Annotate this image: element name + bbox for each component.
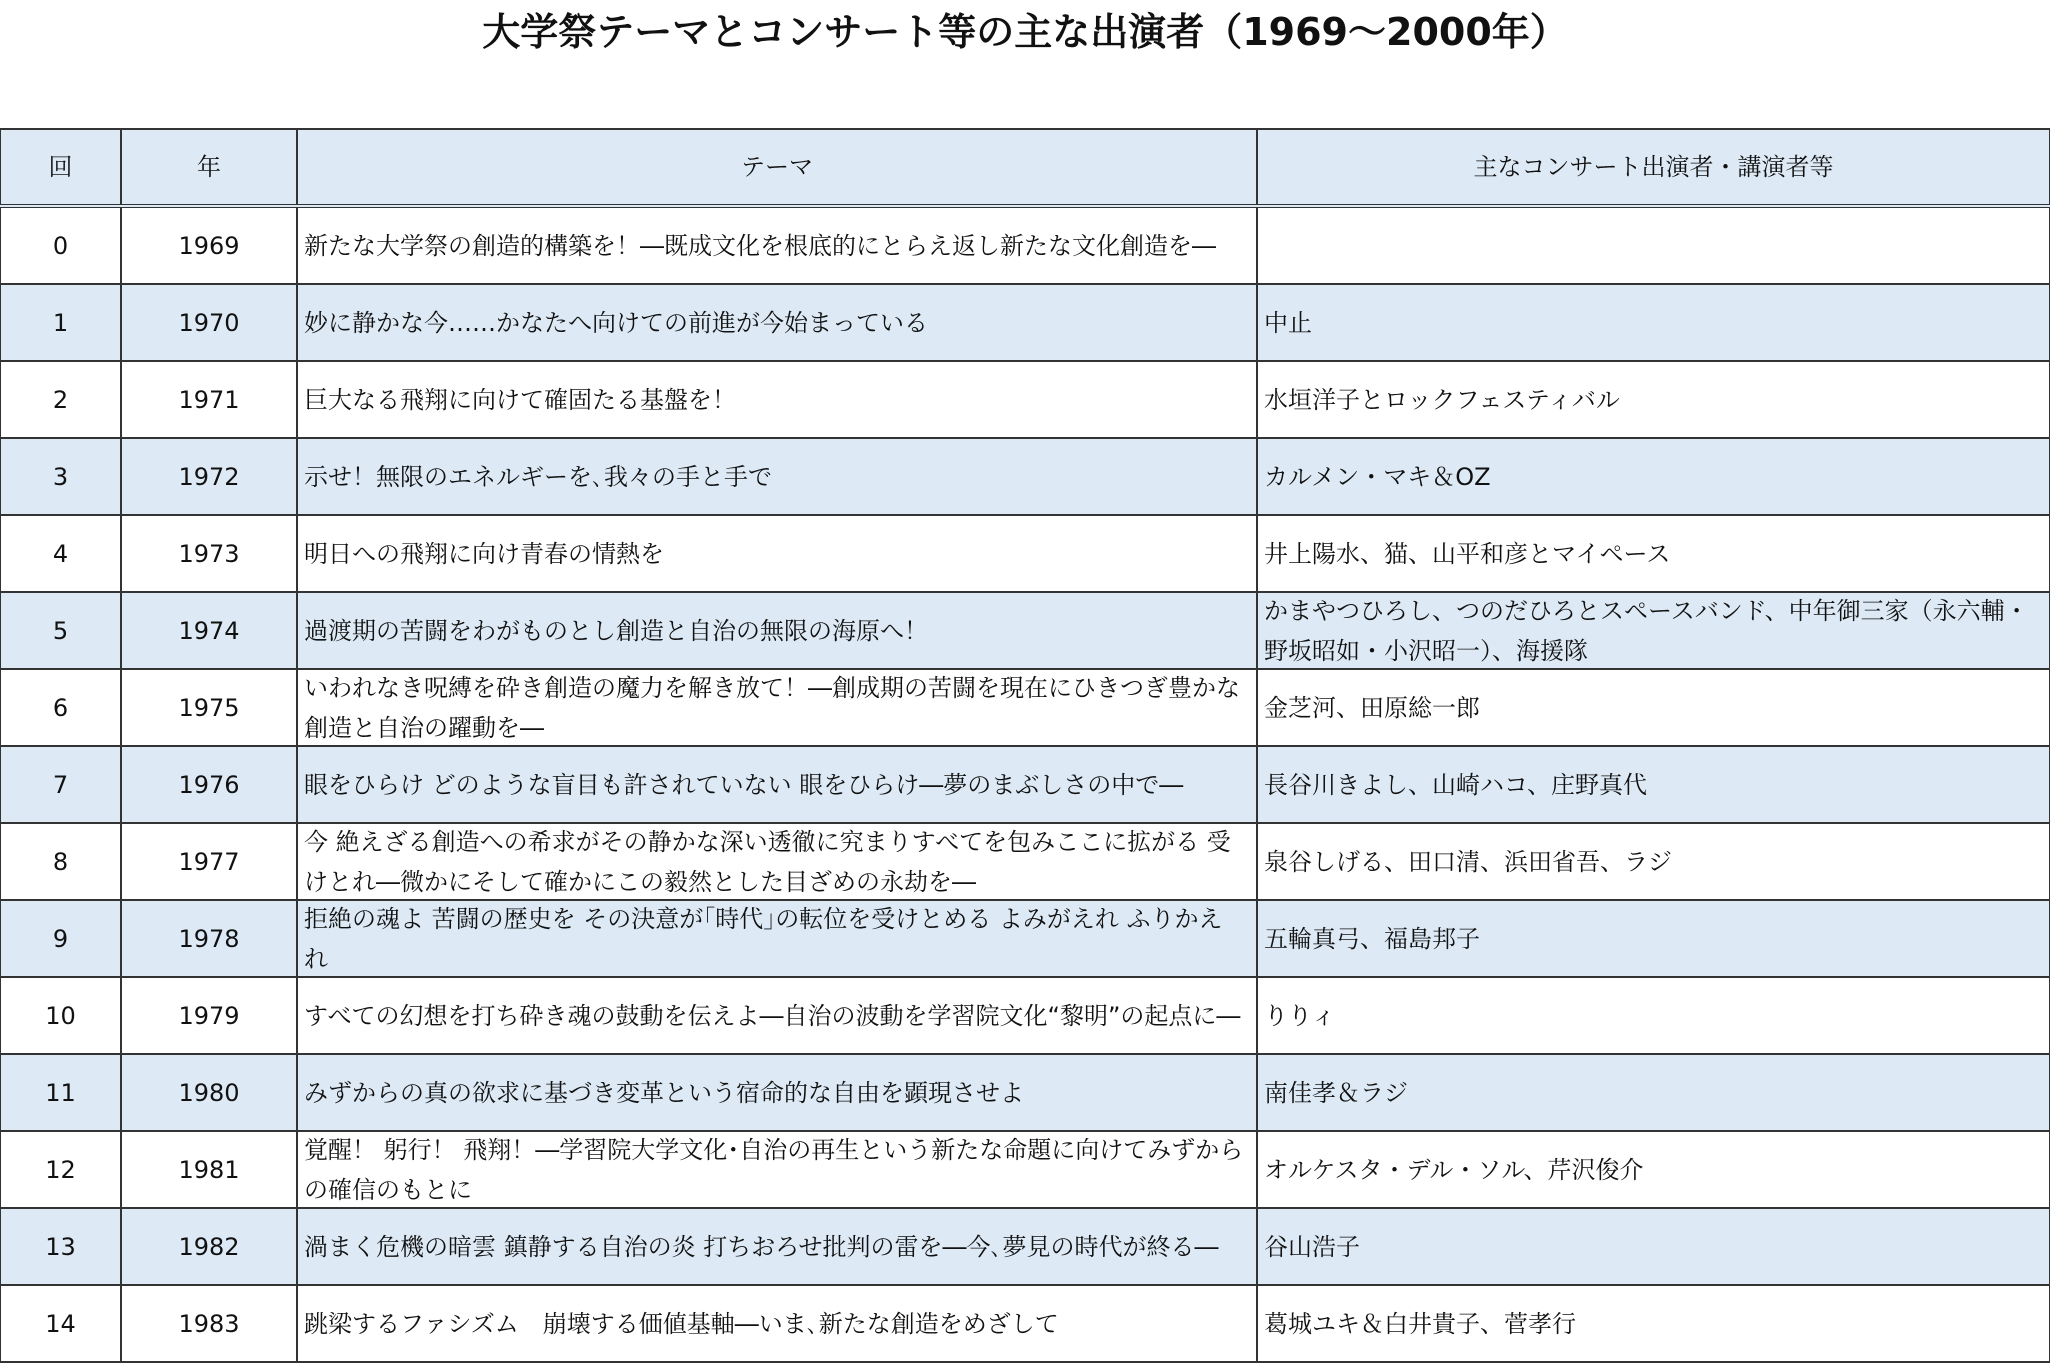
cell-year-text: 1977 (178, 847, 240, 876)
cell-year-text: 1978 (178, 924, 240, 953)
cell-theme-text: 渦まく危機の暗雲 鎮静する自治の炎 打ちおろせ批判の雷を―今､夢見の時代が終る― (304, 1232, 1219, 1261)
header-no: 回 (0, 130, 120, 204)
cell-year-text: 1969 (178, 231, 240, 260)
cell-theme-text: 巨大なる飛翔に向けて確固たる基盤を！ (304, 385, 736, 414)
cell-year (120, 208, 296, 283)
cell-performers (1256, 1132, 2050, 1207)
cell-performers (1256, 208, 2050, 283)
cell-performers (1256, 670, 2050, 745)
cell-performers-text: 泉谷しげる、田口清、浜田省吾、ラジ (1264, 847, 1672, 876)
cell-no-text: 0 (52, 231, 69, 260)
cell-theme (296, 901, 1256, 976)
cell-performers (1256, 901, 2050, 976)
cell-theme (296, 1286, 1256, 1361)
cell-year (120, 1286, 296, 1361)
table-row (0, 516, 2050, 593)
cell-year-text: 1974 (178, 616, 240, 645)
cell-year-text: 1972 (178, 462, 240, 491)
cell-performers (1256, 747, 2050, 822)
cell-theme-text: いわれなき呪縛を砕き創造の魔力を解き放て！―創成期の苦闘を現在にひきつぎ豊かな創造と自治の躍動を― (304, 673, 1240, 742)
table-row (0, 362, 2050, 439)
cell-performers-text: 葛城ユキ＆白井貴子、菅孝行 (1264, 1309, 1576, 1338)
cell-theme-text: 妙に静かな今……かなたへ向けての前進が今始まっている (304, 308, 928, 337)
cell-theme (296, 747, 1256, 822)
cell-no-text: 11 (45, 1078, 76, 1107)
cell-performers (1256, 824, 2050, 899)
header-performers: 主なコンサート出演者・講演者等 (1256, 130, 2050, 204)
cell-year (120, 1055, 296, 1130)
cell-theme-text: 覚醒！ 躬行！ 飛翔！―学習院大学文化･自治の再生という新たな命題に向けてみずからの確信のもとに (304, 1135, 1244, 1204)
table-row (0, 285, 2050, 362)
table-row (0, 208, 2050, 285)
cell-performers-text: 南佳孝＆ラジ (1264, 1078, 1408, 1107)
cell-year-text: 1981 (178, 1155, 240, 1184)
table-row (0, 1286, 2050, 1363)
cell-theme-text: みずからの真の欲求に基づき変革という宿命的な自由を顕現させよ (304, 1078, 1024, 1107)
cell-theme-text: 今 絶えざる創造への希求がその静かな深い透徹に究まりすべてを包みここに拡がる 受けとれ―微かにそして確かにこの毅然とした目ざめの永劫を― (304, 827, 1231, 896)
cell-performers-text: かまやつひろし、つのだひろとスペースバンド、中年御三家（永六輔・野坂昭如・小沢昭一）、海援隊 (1264, 596, 2029, 665)
cell-year (120, 362, 296, 437)
header-year: 年 (120, 130, 296, 204)
cell-no (0, 1286, 120, 1361)
cell-year (120, 1209, 296, 1284)
cell-no-text: 5 (52, 616, 69, 645)
cell-year-text: 1983 (178, 1309, 240, 1338)
cell-theme (296, 1055, 1256, 1130)
cell-no (0, 901, 120, 976)
cell-performers-text: 井上陽水、猫、山平和彦とマイペース (1264, 539, 1671, 568)
cell-no-text: 9 (52, 924, 69, 953)
cell-theme (296, 824, 1256, 899)
cell-performers-text: 水垣洋子とロックフェスティバル (1264, 385, 1620, 414)
cell-year (120, 593, 296, 668)
header-theme: テーマ (296, 130, 1256, 204)
cell-performers-text: 谷山浩子 (1264, 1232, 1360, 1261)
cell-performers (1256, 1209, 2050, 1284)
cell-year-text: 1975 (178, 693, 240, 722)
cell-no (0, 1209, 120, 1284)
cell-no (0, 593, 120, 668)
cell-theme (296, 593, 1256, 668)
cell-theme-text: 拒絶の魂よ 苦闘の歴史を その決意が｢時代｣の転位を受けとめる よみがえれ ふりかえれ (304, 904, 1223, 973)
cell-no-text: 12 (45, 1155, 76, 1184)
cell-theme (296, 978, 1256, 1053)
cell-no (0, 285, 120, 360)
cell-performers-text: 金芝河、田原総一郎 (1264, 693, 1480, 722)
cell-no-text: 4 (52, 539, 69, 568)
cell-year (120, 285, 296, 360)
cell-theme (296, 439, 1256, 514)
cell-theme-text: 跳梁するファシズム 崩壊する価値基軸―いま､新たな創造をめざして (304, 1309, 1059, 1338)
cell-no-text: 13 (45, 1232, 76, 1261)
table-row (0, 593, 2050, 670)
table-row (0, 670, 2050, 747)
cell-year-text: 1976 (178, 770, 240, 799)
cell-theme (296, 516, 1256, 591)
cell-performers-text: カルメン・マキ＆OZ (1264, 462, 1491, 491)
cell-no-text: 2 (52, 385, 69, 414)
cell-no (0, 670, 120, 745)
cell-performers (1256, 362, 2050, 437)
cell-year-text: 1979 (178, 1001, 240, 1030)
cell-year (120, 824, 296, 899)
cell-performers (1256, 1286, 2050, 1361)
cell-no (0, 824, 120, 899)
cell-performers (1256, 439, 2050, 514)
cell-no (0, 747, 120, 822)
cell-theme (296, 670, 1256, 745)
table-row (0, 747, 2050, 824)
cell-year-text: 1973 (178, 539, 240, 568)
table-row (0, 901, 2050, 978)
cell-theme (296, 1209, 1256, 1284)
cell-no-text: 7 (52, 770, 69, 799)
cell-theme-text: 眼をひらけ どのような盲目も許されていない 眼をひらけ―夢のまぶしさの中で― (304, 770, 1184, 799)
cell-no-text: 1 (52, 308, 69, 337)
cell-no-text: 6 (52, 693, 69, 722)
cell-year-text: 1970 (178, 308, 240, 337)
cell-theme-text: すべての幻想を打ち砕き魂の鼓動を伝えよ―自治の波動を学習院文化“黎明”の起点に― (304, 1001, 1241, 1030)
cell-year (120, 1132, 296, 1207)
cell-no (0, 1055, 120, 1130)
cell-performers-text: りりィ (1264, 1001, 1336, 1030)
table-row (0, 1132, 2050, 1209)
cell-performers (1256, 516, 2050, 591)
cell-theme (296, 1132, 1256, 1207)
cell-theme (296, 285, 1256, 360)
cell-year (120, 516, 296, 591)
cell-no-text: 10 (45, 1001, 76, 1030)
cell-performers (1256, 285, 2050, 360)
cell-year (120, 670, 296, 745)
page-title: 大学祭テーマとコンサート等の主な出演者（1969～2000年） (482, 10, 1568, 54)
table-row (0, 439, 2050, 516)
cell-no (0, 1132, 120, 1207)
table-row (0, 978, 2050, 1055)
cell-performers-text: 中止 (1264, 308, 1312, 337)
cell-no (0, 439, 120, 514)
cell-performers-text: オルケスタ・デル・ソル、芹沢俊介 (1264, 1155, 1644, 1184)
cell-theme-text: 明日への飛翔に向け青春の情熱を (304, 539, 664, 568)
cell-no (0, 978, 120, 1053)
cell-no-text: 3 (52, 462, 69, 491)
cell-year (120, 901, 296, 976)
cell-year (120, 978, 296, 1053)
cell-theme-text: 示せ！無限のエネルギーを､我々の手と手で (304, 462, 772, 491)
cell-no (0, 208, 120, 283)
table-row (0, 1209, 2050, 1286)
cell-no-text: 8 (52, 847, 69, 876)
table-row (0, 824, 2050, 901)
cell-performers-text: 長谷川きよし、山崎ハコ、庄野真代 (1264, 770, 1648, 799)
cell-no (0, 516, 120, 591)
themes-table (0, 128, 2050, 1363)
table-body (0, 208, 2050, 1363)
cell-no-text: 14 (45, 1309, 76, 1338)
cell-performers-text: 五輪真弓、福島邦子 (1264, 924, 1480, 953)
cell-performers (1256, 1055, 2050, 1130)
table-row (0, 1055, 2050, 1132)
cell-no (0, 362, 120, 437)
cell-year (120, 439, 296, 514)
cell-year-text: 1971 (178, 385, 240, 414)
cell-theme (296, 362, 1256, 437)
cell-performers (1256, 593, 2050, 668)
cell-year-text: 1980 (178, 1078, 240, 1107)
cell-theme-text: 過渡期の苦闘をわがものとし創造と自治の無限の海原へ！ (304, 616, 928, 645)
cell-theme (296, 208, 1256, 283)
cell-theme-text: 新たな大学祭の創造的構築を！―既成文化を根底的にとらえ返し新たな文化創造を― (304, 231, 1216, 260)
table-header-row (0, 130, 2050, 208)
cell-year (120, 747, 296, 822)
cell-year-text: 1982 (178, 1232, 240, 1261)
cell-performers (1256, 978, 2050, 1053)
